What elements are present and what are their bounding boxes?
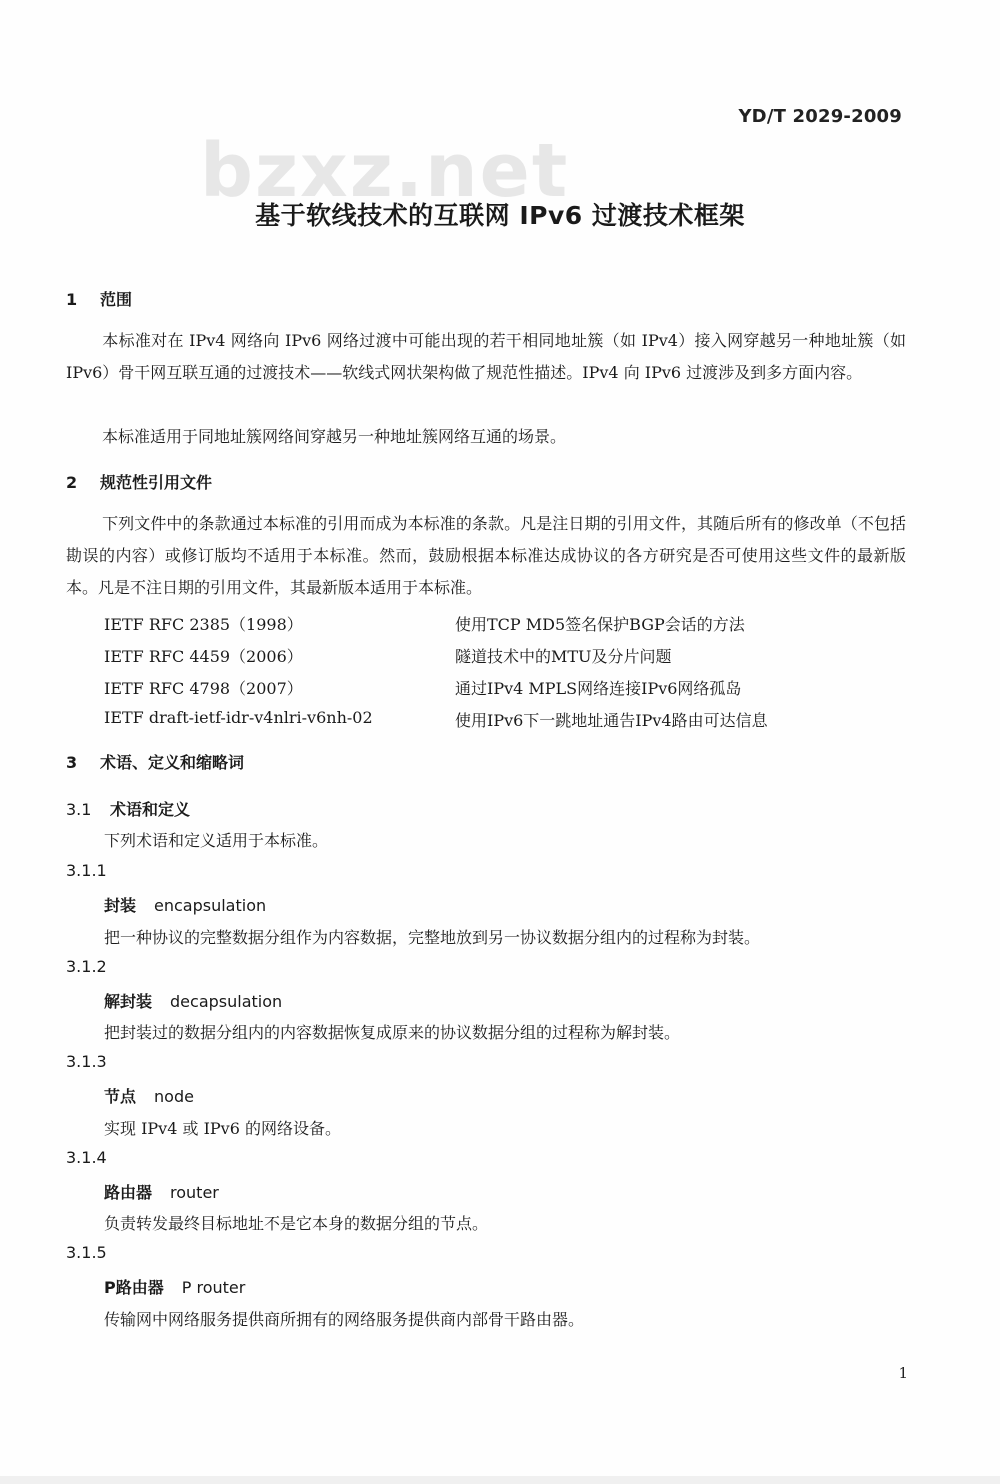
reference-title: 隧道技术中的MTU及分片问题 <box>455 647 672 666</box>
section-title: 规范性引用文件 <box>100 473 213 492</box>
reference-id: IETF RFC 4798（2007） <box>104 679 303 698</box>
reference-title: 使用TCP MD5签名保护BGP会话的方法 <box>455 615 745 634</box>
section-3-heading <box>66 750 244 773</box>
term-number: 3.1.1 <box>66 861 107 880</box>
section-number: 2 <box>66 473 78 492</box>
term-name <box>104 1084 194 1107</box>
term-number: 3.1.3 <box>66 1052 107 1071</box>
reference-title: 使用IPv6下一跳地址通告IPv4路由可达信息 <box>455 711 768 730</box>
term-chinese: 解封装 <box>104 992 153 1011</box>
reference-id: IETF RFC 4459（2006） <box>104 647 303 666</box>
term-name <box>104 989 282 1012</box>
term-english: node <box>154 1087 194 1106</box>
term-number: 3.1.2 <box>66 957 107 976</box>
page-number: 1 <box>898 1364 908 1382</box>
reference-title: 通过IPv4 MPLS网络连接IPv6网络孤岛 <box>455 679 742 698</box>
page-bottom-edge <box>0 1476 1000 1484</box>
term-english: router <box>170 1183 219 1202</box>
section-1-heading <box>66 287 132 310</box>
term-number: 3.1.5 <box>66 1243 107 1262</box>
reference-id: IETF RFC 2385（1998） <box>104 615 303 634</box>
term-chinese: 节点 <box>104 1087 137 1106</box>
document-title: 基于软线技术的互联网 IPv6 过渡技术框架 <box>255 201 745 230</box>
term-number: 3.1.4 <box>66 1148 107 1167</box>
term-definition: 传输网中网络服务提供商所拥有的网络服务提供商内部骨干路由器。 <box>104 1310 585 1329</box>
section-number: 1 <box>66 290 78 309</box>
section-1-paragraph-2: 本标准适用于同地址簇网络间穿越另一种地址簇网络互通的场景。 <box>102 427 567 446</box>
section-title: 术语和定义 <box>110 800 191 819</box>
section-number: 3.1 <box>66 800 92 819</box>
term-name <box>104 1180 219 1203</box>
watermark: bzxz.net <box>200 128 570 214</box>
section-title: 术语、定义和缩略词 <box>100 753 245 772</box>
section-1-paragraph-1: 本标准对在 IPv4 网络向 IPv6 网络过渡中可能出现的若干相同地址簇（如 IPv4）接入网穿越另一种地址簇（如 IPv6）骨干网互联互通的过渡技术——软线式网状架构做了规范性描述。IPv4 向 IPv6 过渡涉及到多方面内容。 <box>66 331 906 382</box>
term-definition: 实现 IPv4 或 IPv6 的网络设备。 <box>104 1119 341 1138</box>
term-definition: 把一种协议的完整数据分组作为内容数据，完整地放到另一协议数据分组内的过程称为封装。 <box>104 928 761 947</box>
term-english: decapsulation <box>170 992 283 1011</box>
reference-id: IETF draft-ietf-idr-v4nlri-v6nh-02 <box>104 708 373 727</box>
term-name <box>104 893 266 916</box>
standard-code: YD/T 2029-2009 <box>738 106 902 127</box>
term-english: encapsulation <box>154 896 267 915</box>
term-chinese: P路由器 <box>104 1278 164 1297</box>
term-definition: 负责转发最终目标地址不是它本身的数据分组的节点。 <box>104 1214 489 1233</box>
term-english: P router <box>181 1278 246 1297</box>
section-2-heading <box>66 470 212 493</box>
term-definition: 把封装过的数据分组内的内容数据恢复成原来的协议数据分组的过程称为解封装。 <box>104 1023 681 1042</box>
section-title: 范围 <box>100 290 133 309</box>
term-chinese: 路由器 <box>104 1183 153 1202</box>
section-3-1-heading <box>66 797 190 820</box>
term-name <box>104 1275 245 1298</box>
term-chinese: 封装 <box>104 896 137 915</box>
section-2-paragraph-1: 下列文件中的条款通过本标准的引用而成为本标准的条款。凡是注日期的引用文件，其随后所有的修改单（不包括勘误的内容）或修订版均不适用于本标准。然而，鼓励根据本标准达成协议的各方研究是否可使用这些文件的最新版本。凡是不注日期的引用文件，其最新版本适用于本标准。 <box>66 514 906 597</box>
section-number: 3 <box>66 753 78 772</box>
section-3-1-intro: 下列术语和定义适用于本标准。 <box>104 831 329 850</box>
